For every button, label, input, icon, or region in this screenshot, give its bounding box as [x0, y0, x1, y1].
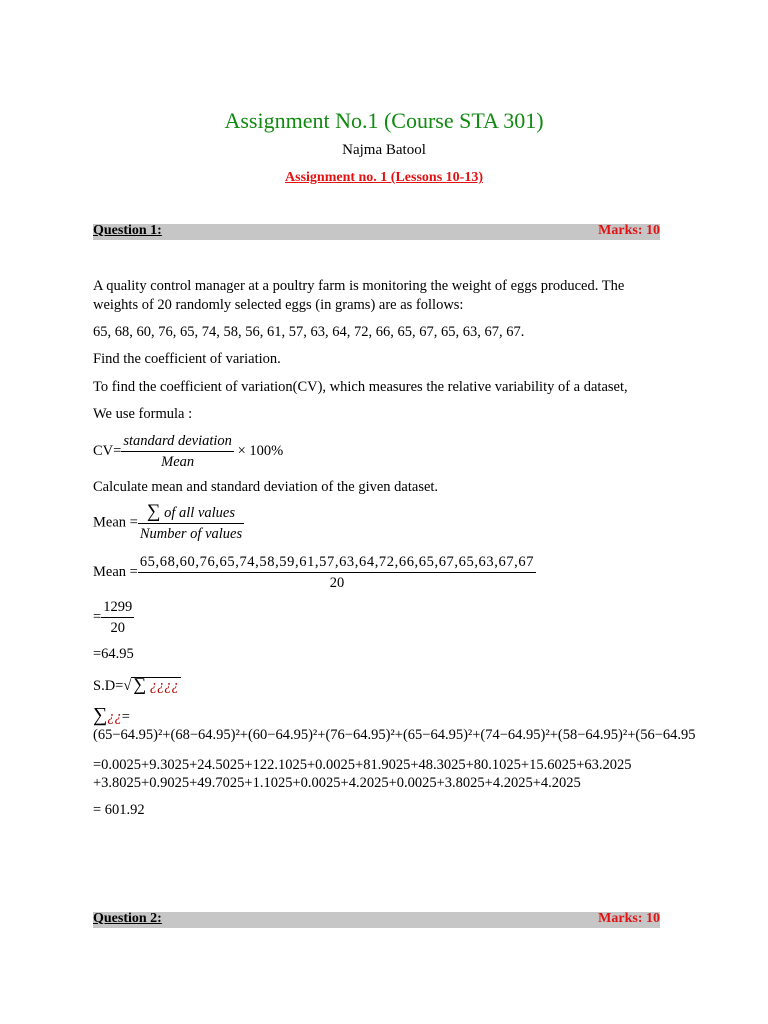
squares-line1: =0.0025+9.3025+24.5025+122.1025+0.0025+81.9025+48.3025+80.1025+15.6025+63.2025 — [93, 757, 632, 773]
calculate-instruction: Calculate mean and standard deviation of the given dataset. — [93, 479, 439, 495]
mean-prefix: Mean = — [93, 514, 138, 531]
egg-weights-data: 65, 68, 60, 76, 65, 74, 58, 56, 61, 57, 63, 64, 72, 66, 65, 67, 65, 63, 67, 67. — [93, 324, 525, 340]
author-name: Najma Batool — [342, 142, 426, 158]
cv-denominator: Mean — [161, 454, 195, 470]
sum-numerator: 1299 — [101, 598, 134, 618]
question-1-intro-line2: weights of 20 randomly selected eggs (in grams) are as follows: — [93, 297, 464, 313]
question-1-marks: Marks: 10 — [598, 223, 660, 238]
page-title: Assignment No.1 (Course STA 301) — [224, 108, 544, 133]
sd-prefix: S.D= — [93, 678, 124, 694]
mean-values-formula — [93, 553, 536, 592]
cv-numerator: standard deviation — [121, 432, 234, 452]
explanation-line1: To find the coefficient of variation(CV), which measures the relative variability of a dataset, — [93, 379, 628, 395]
question-2-marks: Marks: 10 — [598, 911, 660, 926]
mean-denominator: Number of values — [139, 526, 243, 542]
question-2-header — [93, 912, 660, 928]
square-root-symbol: √ — [123, 678, 132, 694]
sd-garbled-symbols: ¿¿¿¿ — [149, 678, 179, 694]
sigma-line-symbol: ∑ — [93, 704, 108, 726]
question-1-intro-line1: A quality control manager at a poultry farm is monitoring the weight of eggs produced. The — [93, 278, 625, 294]
sum-fraction — [101, 598, 134, 637]
sd-formula — [93, 674, 181, 695]
mean-fraction — [138, 503, 244, 543]
cv-fraction — [121, 432, 234, 471]
mean-values-fraction — [138, 553, 536, 592]
explanation-line2: We use formula : — [93, 406, 193, 422]
question-1-header — [93, 224, 660, 240]
assignment-subtitle: Assignment no. 1 (Lessons 10-13) — [285, 170, 483, 185]
cv-formula — [93, 432, 283, 471]
sigma-line-garbled: ¿¿ — [107, 709, 122, 725]
sigma-symbol: ∑ — [146, 501, 161, 522]
question-1-task: Find the coefficient of variation. — [93, 351, 281, 367]
sd-sigma-symbol: ∑ — [133, 674, 147, 694]
sum-prefix: = — [93, 608, 102, 625]
squares-line2: +3.8025+0.9025+49.7025+1.1025+0.0025+4.2025+0.0025+3.8025+4.2025+4.2025 — [93, 775, 581, 791]
question-2-label: Question 2: — [93, 911, 162, 926]
mean-numerator — [138, 503, 244, 524]
cv-prefix: CV= — [93, 442, 122, 459]
sum-fraction-line — [93, 598, 134, 637]
squared-deviations-expansion: (65−64.95)²+(68−64.95)²+(60−64.95)²+(76−64.95)²+(65−64.95)²+(74−64.95)²+(58−64.95)²+(56−64.95 — [93, 727, 696, 743]
question-1-label: Question 1: — [93, 223, 162, 238]
sigma-line-suffix: = — [121, 709, 130, 725]
sum-denominator: 20 — [110, 620, 125, 636]
cv-suffix: × 100% — [237, 442, 284, 459]
sigma-line — [93, 704, 130, 727]
mean2-prefix: Mean = — [93, 563, 138, 580]
mean-numerator-text: of all values — [164, 505, 235, 521]
mean-values-numerator: 65,68,60,76,65,74,58,59,61,57,63,64,72,66,65,67,65,63,67,67 — [138, 553, 536, 573]
mean-result: =64.95 — [93, 646, 134, 662]
mean-values-denominator: 20 — [329, 575, 345, 591]
mean-formula — [93, 503, 244, 543]
sum-of-squares-result: = 601.92 — [93, 802, 145, 818]
